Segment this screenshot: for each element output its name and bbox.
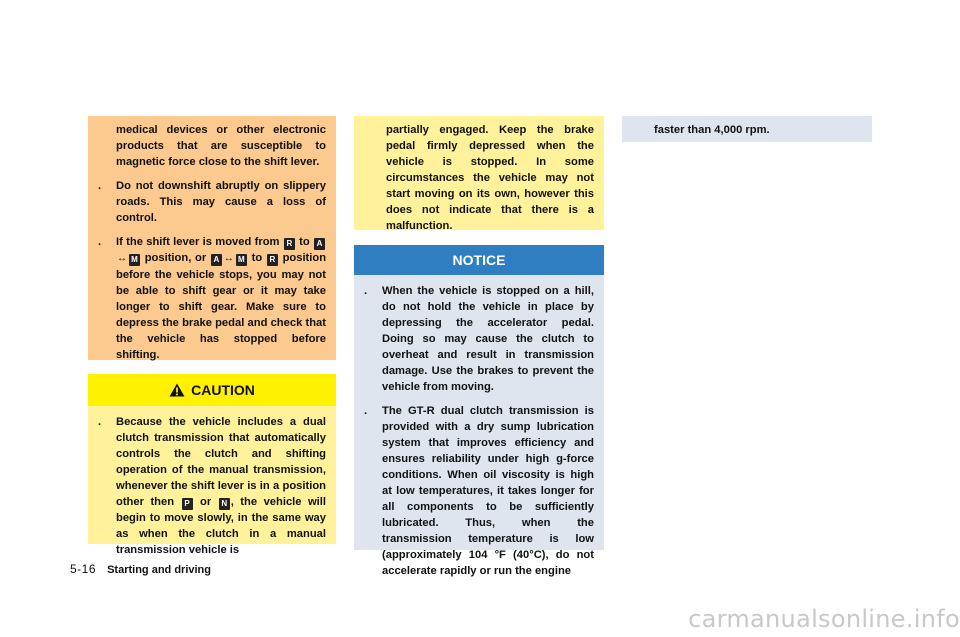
key-m-icon: M — [236, 254, 247, 266]
page-number: 5-16 — [70, 562, 97, 576]
bullet-text — [116, 234, 326, 363]
caution-header — [88, 374, 336, 406]
text-fragment: , the vehicle will begin to move slowly, in the same way as when the clutch in a manual transmission vehicle is — [116, 496, 327, 556]
page-footer — [70, 562, 211, 576]
text-fragment: position, or — [144, 252, 207, 264]
continuation-text: medical devices or other electronic products that are susceptible to magnetic force close to the shift lever. — [116, 124, 326, 168]
bullet-text: Do not downshift abruptly on slippery roads. This may cause a loss of control. — [116, 180, 326, 224]
text-fragment: position before the vehicle stops, you may not be able to shift gear or it may take longer to shift gear. Make sure to depress the brake pedal and check that the vehicle has stopped before shifting. — [116, 252, 327, 361]
key-r-icon: R — [284, 238, 295, 250]
bullet-dot: . — [364, 405, 368, 417]
list-item — [354, 403, 594, 579]
bullet-text — [116, 414, 326, 558]
bullet-dot: . — [364, 285, 368, 297]
text-fragment: Because the vehicle includes a dual clutch transmission that automatically controls the clutch and shifting operation of the manual transmission, whenever the shift lever is in a position other then — [116, 416, 326, 508]
key-m-icon: M — [129, 254, 140, 266]
bullet-dot: . — [98, 416, 102, 428]
list-item — [88, 234, 326, 363]
text-fragment: to — [299, 236, 310, 248]
key-n-icon: N — [219, 498, 230, 510]
notice-continuation-box — [622, 116, 872, 142]
notice-body — [354, 275, 604, 577]
bullet-dot: . — [98, 236, 102, 248]
continuation-text: partially engaged. Keep the brake pedal firmly depressed when the vehicle is stopped. In some circumstances the vehicle may not start moving on its own, however this does not indicate that there is a malfunction. — [386, 124, 594, 232]
watermark-logo: carmanualsonline.info — [688, 605, 960, 633]
continuation-text: faster than 4,000 rpm. — [654, 124, 770, 136]
key-a-icon: A — [211, 254, 222, 266]
double-arrow-icon: ↔ — [117, 253, 127, 264]
key-a-icon: A — [314, 238, 325, 250]
key-p-icon: P — [182, 498, 193, 510]
list-item — [354, 283, 594, 395]
bullet-text: The GT-R dual clutch transmission is provided with a dry sump lubrication system that improves efficiency and ensures reliability under high g-force conditions. When oil viscosity is high at low temperatures, it takes longer for all components to be sufficiently lubricated. Thus, when the transmission temperature is low (approximately 104 °F (40°C), do not accelerate rapidly or run the engine — [382, 405, 594, 577]
section-title: Starting and driving — [107, 564, 211, 576]
key-r-icon: R — [267, 254, 278, 266]
warning-continuation-box — [88, 116, 336, 360]
text-fragment: or — [200, 496, 212, 508]
text-fragment: to — [251, 252, 263, 264]
caution-body — [88, 406, 336, 556]
list-item — [88, 414, 326, 558]
double-arrow-icon: ↔ — [223, 253, 234, 264]
notice-title: NOTICE — [452, 252, 506, 268]
warning-triangle-icon — [169, 383, 185, 397]
list-item — [88, 178, 326, 226]
bullet-dot: . — [98, 180, 102, 192]
caution-continuation-box — [354, 116, 604, 230]
caution-title: CAUTION — [191, 382, 255, 398]
bullet-text: When the vehicle is stopped on a hill, do not hold the vehicle in place by depressing the accelerator pedal. Doing so may cause the clutch to overheat and result in transmission damage. Use the brakes to prevent the vehicle from moving. — [382, 285, 594, 393]
notice-header — [354, 245, 604, 275]
text-fragment: If the shift lever is moved from — [116, 236, 280, 248]
